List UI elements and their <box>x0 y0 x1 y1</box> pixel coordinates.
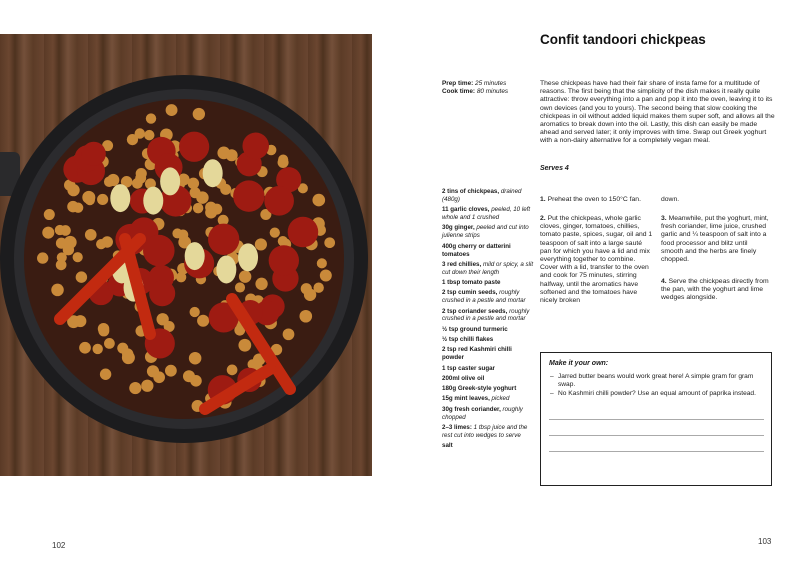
ingredient-item <box>442 365 534 373</box>
box-item: – Jarred butter beans would work great here! A simple gram for gram swap. <box>550 373 762 389</box>
chickpea <box>104 177 114 187</box>
ingredient-quantity: 2 tsp red Kashmiri chilli powder <box>442 346 512 362</box>
ingredient-quantity: 2 tsp coriander seeds, <box>442 307 508 315</box>
cook-label: Cook time: <box>442 88 476 96</box>
chickpea <box>278 236 288 246</box>
ingredient-item <box>442 424 534 440</box>
chickpea <box>317 258 327 268</box>
ingredient-quantity: 30g ginger, <box>442 224 475 232</box>
prep-value: 25 minutes <box>475 80 507 87</box>
prep-label: Prep time: <box>442 80 474 87</box>
chickpea <box>255 238 267 250</box>
step-text: Preheat the oven to 150°C fan. <box>547 196 641 203</box>
ingredient-note: roughly crushed in a pestle and mortar <box>442 307 530 323</box>
method-step-4 <box>661 278 769 303</box>
ingredient-note: drained (480g) <box>442 188 522 203</box>
chickpea <box>205 202 217 214</box>
garlic-clove <box>203 159 223 187</box>
ingredient-item <box>442 261 534 277</box>
ingredient-quantity: 1 tbsp tomato paste <box>442 279 501 287</box>
tomato <box>233 180 264 211</box>
ingredient-item <box>442 188 534 204</box>
chickpea <box>73 252 83 262</box>
tomato <box>208 224 239 255</box>
ingredient-quantity: 15g mint leaves, <box>442 395 490 403</box>
ingredient-item <box>442 375 534 383</box>
recipe-title: Confit tandoori chickpeas <box>540 32 706 47</box>
chickpea <box>190 307 200 317</box>
chickpea <box>193 108 205 120</box>
step-number: 1. <box>540 196 546 203</box>
chickpea <box>67 201 79 213</box>
chickpea <box>183 370 195 382</box>
chickpea <box>127 134 138 145</box>
method-step-2 <box>540 215 655 305</box>
method-step-2-continued: down. <box>661 196 680 203</box>
ingredient-item <box>442 279 534 287</box>
chickpea <box>51 284 64 297</box>
page-number-left: 102 <box>52 541 66 550</box>
ingredient-quantity: 2 tsp cumin seeds, <box>442 289 498 297</box>
ingredient-item <box>442 442 534 450</box>
box-item: – No Kashmiri chilli powder? Use an equal amount of paprika instead. <box>550 390 762 398</box>
chickpea <box>193 203 203 213</box>
chickpea <box>82 191 95 204</box>
step-number: 4. <box>661 278 667 285</box>
recipe-times <box>442 80 508 97</box>
step-text: Put the chickpeas, whole garlic cloves, ginger, tomatoes, chillies, tomato paste, spices, sugar, oil and 1 teaspoon of salt into a large sauté pan for which you have a lid and mix everything together to combine. Cover with a lid, transfer to the oven and cook for 75 minutes, stirring halfway, until the aromatics have softened and the tomatoes have nicely broken <box>540 215 653 305</box>
ingredient-item <box>442 243 534 259</box>
notes-line <box>549 419 764 420</box>
dish-photo <box>0 34 372 476</box>
chickpea <box>217 147 230 160</box>
chickpea <box>239 270 251 282</box>
chickpea <box>100 369 111 380</box>
chickpea <box>144 130 154 140</box>
chickpea <box>76 271 87 282</box>
ingredient-note: roughly crushed in a pestle and mortar <box>442 289 526 305</box>
chickpea <box>44 209 55 220</box>
garlic-clove <box>160 167 180 195</box>
chickpea <box>129 382 141 394</box>
chickpea <box>227 365 238 376</box>
garlic-clove <box>185 242 205 270</box>
step-text: Serve the chickpeas directly from the pan, with the yoghurt and lime wedges alongside. <box>661 278 769 302</box>
tomato <box>242 133 269 160</box>
chickpea <box>238 339 251 352</box>
chickpea <box>324 237 335 248</box>
chickpea <box>97 194 108 205</box>
ingredient-quantity: 11 garlic cloves, <box>442 206 490 214</box>
ingredient-quantity: 1 tsp caster sugar <box>442 364 495 372</box>
chickpea <box>197 315 209 327</box>
notes-line <box>549 451 764 452</box>
box-title: Make it your own: <box>549 360 609 367</box>
tomato <box>269 245 299 275</box>
step-text: Meanwhile, put the yoghurt, mint, fresh coriander, lime juice, crushed garlic and ¼ teaspoon of salt into a food processor and blitz until smooth and the herbs are finely chopped. <box>661 215 769 264</box>
ingredient-quantity: 400g cherry or datterini tomatoes <box>442 242 511 258</box>
chickpea <box>312 194 325 207</box>
ingredient-quantity: salt <box>442 442 453 450</box>
tomato <box>143 235 175 267</box>
ingredient-quantity: ½ tsp chilli flakes <box>442 336 494 344</box>
ingredient-quantity: 200ml olive oil <box>442 374 485 382</box>
tomato <box>264 186 294 216</box>
chickpea <box>60 225 71 236</box>
box-list <box>550 373 762 399</box>
ingredient-quantity: 3 red chillies, <box>442 260 482 268</box>
chickpea <box>85 229 97 241</box>
method-step-1 <box>540 196 655 204</box>
chickpea <box>104 338 115 349</box>
tomato <box>149 280 175 306</box>
chickpea <box>270 227 280 237</box>
chickpea <box>37 252 48 263</box>
chickpea <box>42 227 54 239</box>
chickpea <box>235 282 245 292</box>
chickpea <box>98 323 109 334</box>
ingredient-item <box>442 308 534 324</box>
garlic-clove <box>143 187 163 215</box>
garlic-clove <box>110 184 130 212</box>
chickpea <box>63 244 74 255</box>
ingredient-quantity: 2 tins of chickpeas, <box>442 188 500 195</box>
ingredient-note: roughly chopped <box>442 405 523 421</box>
ingredient-note: 1 tbsp juice and the rest cut into wedges to serve <box>442 423 528 439</box>
page-number-right: 103 <box>758 537 772 546</box>
chickpea <box>122 351 135 364</box>
chickpea <box>156 313 168 325</box>
ingredient-item <box>442 224 534 240</box>
chickpea <box>188 178 199 189</box>
ingredient-item <box>442 385 534 393</box>
tomato <box>288 217 319 248</box>
pan-illustration <box>0 34 372 476</box>
ingredient-item <box>442 395 534 403</box>
chickpea <box>79 342 91 354</box>
chickpea <box>165 365 177 377</box>
serves-label: Serves 4 <box>540 165 569 172</box>
tomato <box>179 132 209 162</box>
tomato <box>82 142 106 166</box>
ingredient-quantity: 30g fresh coriander, <box>442 405 501 413</box>
chickpea <box>146 113 156 123</box>
chickpea <box>96 239 106 249</box>
chickpea <box>255 278 267 290</box>
garlic-clove <box>216 255 236 283</box>
ingredient-note: peeled and cut into julienne strips <box>442 224 529 240</box>
cook-value: 80 minutes <box>476 88 509 96</box>
chickpea <box>141 380 153 392</box>
chickpea <box>178 229 189 240</box>
chickpea <box>313 282 323 292</box>
chickpea <box>147 365 159 377</box>
ingredient-note: mild or spicy, a slit cut down their length <box>442 260 534 276</box>
ingredient-quantity: 2–3 limes: <box>442 423 472 431</box>
ingredient-item <box>442 346 534 362</box>
ingredient-item <box>442 289 534 305</box>
chickpea <box>92 344 102 354</box>
ingredient-quantity: 180g Greek-style yoghurt <box>442 385 517 393</box>
make-it-your-own-box <box>540 352 772 486</box>
step-number: 3. <box>661 215 667 222</box>
notes-line <box>549 435 764 436</box>
ingredient-quantity: ½ tsp ground turmeric <box>442 325 508 333</box>
chickpea <box>283 328 295 340</box>
ingredient-item <box>442 326 534 334</box>
garlic-clove <box>238 243 258 271</box>
ingredient-item <box>442 206 534 222</box>
step-number: 2. <box>540 215 546 222</box>
chickpea <box>196 191 208 203</box>
method-step-3 <box>661 215 769 264</box>
chickpea <box>132 178 143 189</box>
chickpea <box>278 157 289 168</box>
ingredient-item <box>442 336 534 344</box>
recipe-intro: These chickpeas have had their fair share of insta fame for a multitude of reasons. The first being that the simplicity of the dish makes it really quite attractive: throw everything into a pan and pop it into the oven, leaving it to its own devices (and you to yours). The second being that slow cooking the chickpeas in oil without added liquid makes them super soft, and allows all the aromatics to break down into the oil. Lastly, this dish can easily be made ahead and served later; it only improves with time. Swap out Greek yoghurt with a non-dairy alternative for a completely vegan meal. <box>540 80 775 145</box>
chickpea <box>320 270 332 282</box>
ingredient-note: peeled, 10 left whole and 1 crushed <box>442 206 531 222</box>
chickpea <box>299 310 312 323</box>
chickpea <box>166 104 178 116</box>
ingredient-item <box>442 406 534 422</box>
ingredient-list <box>442 188 534 452</box>
chickpea <box>189 352 202 365</box>
ingredient-note: picked <box>491 395 510 403</box>
